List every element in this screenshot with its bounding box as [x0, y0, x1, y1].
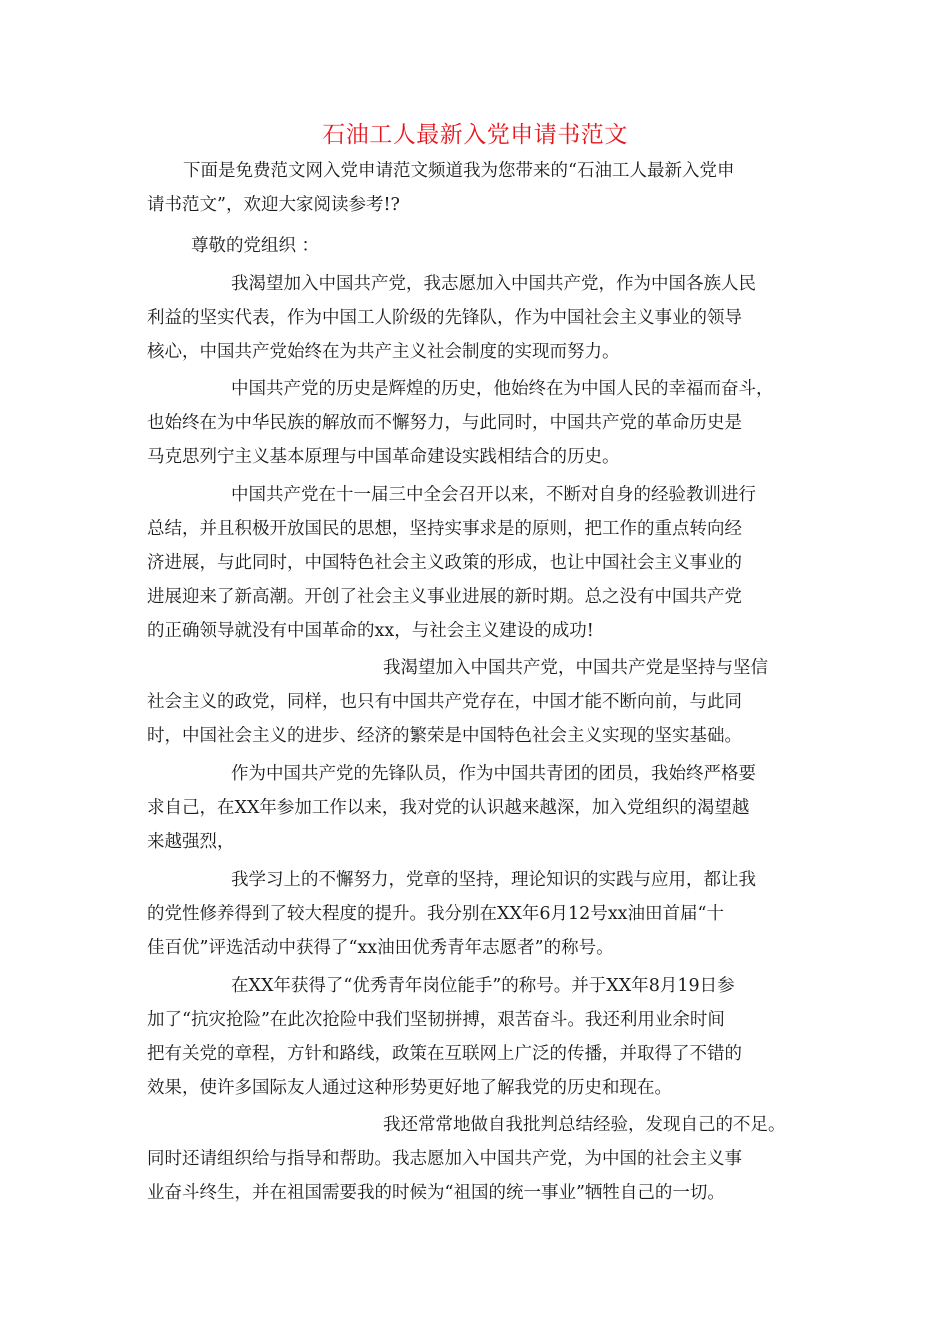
text-line: 下面是免费范文网入党申请范文频道我为您带来的“石油工人最新入党申	[183, 161, 735, 181]
text-line: 的正确领导就没有中国革命的xx，与社会主义建设的成功!	[147, 621, 594, 641]
text-line: 总结，并且积极开放国民的思想，坚持实事求是的原则，把工作的重点转向经	[147, 519, 742, 539]
text-line: 来越强烈，	[147, 832, 235, 852]
paragraph-7	[147, 969, 827, 1105]
text-line: 求自己，在XX年参加工作以来，我对党的认识越来越深，加入党组织的渴望越	[147, 798, 750, 818]
text-line: 业奋斗终生，并在祖国需要我的时候为“祖国的统一事业”牺牲自己的一切。	[147, 1183, 725, 1203]
text-line: 利益的坚实代表，作为中国工人阶级的先锋队，作为中国社会主义事业的领导	[147, 308, 742, 328]
salutation: 尊敬的党组织 ：	[191, 236, 320, 256]
intro-paragraph	[147, 154, 827, 222]
paragraph-3	[147, 478, 827, 648]
text-line: 把有关党的章程，方针和路线，政策在互联网上广泛的传播，并取得了不错的	[147, 1044, 742, 1064]
text-line: 加了“抗灾抢险”在此次抢险中我们坚韧拼搏，艰苦奋斗。我还利用业余时间	[147, 1010, 725, 1030]
text-line: 时，中国社会主义的进步、经济的繁荣是中国特色社会主义实现的坚实基础。	[147, 726, 742, 746]
text-line: 社会主义的政党，同样，也只有中国共产党存在，中国才能不断向前，与此同	[147, 692, 742, 712]
text-line: 中国共产党在十一届三中全会召开以来，不断对自身的经验教训进行	[231, 485, 756, 505]
text-line: 佳百优”评选活动中获得了“xx油田优秀青年志愿者”的称号。	[147, 938, 614, 958]
text-line: 核心，中国共产党始终在为共产主义社会制度的实现而努力。	[147, 342, 620, 362]
paragraph-8	[147, 1108, 827, 1210]
text-line: 也始终在为中华民族的解放而不懈努力，与此同时，中国共产党的革命历史是	[147, 413, 742, 433]
text-line: 济进展，与此同时，中国特色社会主义政策的形成，也让中国社会主义事业的	[147, 553, 742, 573]
text-line: 我学习上的不懈努力，党章的坚持，理论知识的实践与应用，都让我	[231, 870, 756, 890]
text-line: 进展迎来了新高潮。开创了社会主义事业进展的新时期。总之没有中国共产党	[147, 587, 742, 607]
text-line: 的党性修养得到了较大程度的提升。我分别在XX年6月12号xx油田首届“十	[147, 904, 725, 924]
text-line: 在XX年获得了“优秀青年岗位能手”的称号。并于XX年8月19日参	[231, 976, 735, 996]
text-line: 作为中国共产党的先锋队员，作为中国共青团的团员，我始终严格要	[231, 764, 756, 784]
paragraph-5	[147, 757, 827, 859]
text-line: 同时还请组织给与指导和帮助。我志愿加入中国共产党，为中国的社会主义事	[147, 1149, 742, 1169]
text-line: 我还常常地做自我批判总结经验，发现自己的不足。	[383, 1115, 786, 1135]
text-line: 马克思列宁主义基本原理与中国革命建设实践相结合的历史。	[147, 447, 620, 467]
document-title: 石油工人最新入党申请书范文	[322, 122, 628, 148]
text-line: 效果，使许多国际友人通过这种形势更好地了解我党的历史和现在。	[147, 1078, 672, 1098]
text-line: 我渴望加入中国共产党，我志愿加入中国共产党，作为中国各族人民	[231, 274, 756, 294]
text-line: 请书范文”，欢迎大家阅读参考!?	[147, 195, 400, 215]
paragraph-6	[147, 863, 827, 965]
paragraph-2	[147, 372, 827, 474]
paragraph-1	[147, 267, 827, 369]
paragraph-4	[147, 651, 827, 753]
text-line: 我渴望加入中国共产党，中国共产党是坚持与坚信	[383, 658, 768, 678]
text-line: 中国共产党的历史是辉煌的历史，他始终在为中国人民的幸福而奋斗，	[231, 379, 774, 399]
